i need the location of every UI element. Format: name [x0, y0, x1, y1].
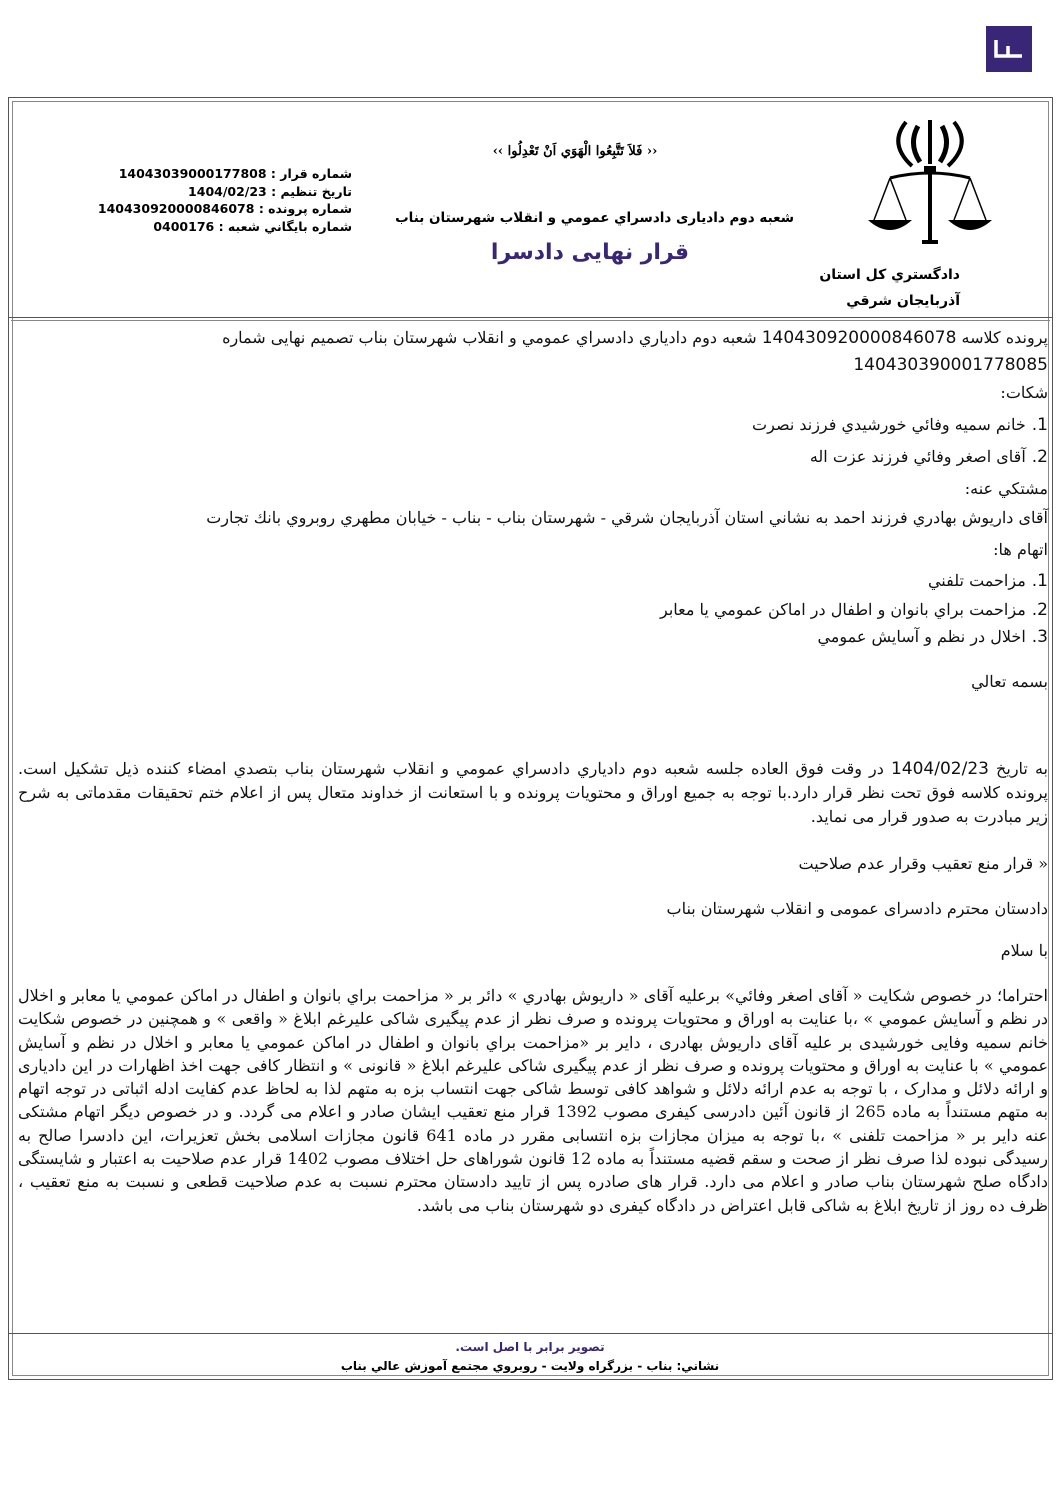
branch-name: شعبه دوم داديارى دادسراي عمومي و انقلاب شهرستان بناب: [395, 210, 794, 226]
meta-archive-number: شماره بايگاني شعبه : 0400176: [153, 218, 352, 234]
charges-heading: اتهام ها:: [993, 540, 1048, 559]
accused-heading: مشتكي عنه:: [964, 479, 1048, 498]
document-meta: [90, 165, 352, 235]
complainant-item: 1.خانم سميه وفائي خورشيدي فرزند نصرت: [752, 415, 1048, 435]
charge-item: 2.مزاحمت براي بانوان و اطفال در اماكن عمومي يا معابر: [660, 600, 1048, 620]
meta-issue-date: تاريخ تنظيم : 1404/02/23: [188, 183, 352, 199]
intro-line: پرونده كلاسه 140430920000846078 شعبه دوم دادياري دادسراي عمومي و انقلاب شهرستان بناب تصميم نهايى شماره: [222, 328, 1048, 348]
court-address: نشاني: بناب - بزرگراه ولايت - روبروي مجتمع آموزش عالي بناب: [340, 1359, 720, 1373]
organization-name: دادگستري كل استان آذربايجان شرقي: [819, 267, 960, 309]
meta-case-number: شماره پرونده : 140430920000846078: [97, 201, 352, 216]
footer-divider: [8, 1333, 1053, 1334]
final-decision-number: 140430390001778085: [853, 355, 1048, 375]
copy-certification-note: تصوير برابر با اصل است.: [455, 1340, 605, 1354]
judiciary-emblem-icon: [860, 112, 1000, 257]
header-divider: [8, 317, 1053, 318]
complainants-heading: شكات:: [1000, 383, 1048, 402]
charge-item: 3.اخلال در نظم و آسايش عمومي: [817, 627, 1048, 647]
greeting: با سلام: [1000, 941, 1048, 960]
decision-heading: « قرار منع تعقيب وقرار عدم صلاحيت: [798, 854, 1048, 873]
decision-main-text: احتراما؛ در خصوص شكايت « آقاى اصغر وفائي» برعليه آقاى « داريوش بهادري » دائر بر « مزاحمت براي بانوان و اطفال در اماكن عمومي يا معابر و اخلال در نظم و آسايش عمومي » ،با عنایت به اوراق و محتویات پرونده و صرف نظر از عدم پیگیری شاکی علیرغم ابلاغ « واقعی » و همچنين در خصوص شکایت خانم سمیه وفایی خورشیدی بر علیه آقای داریوش بهادری ، دایر بر «مزاحمت براي بانوان و اطفال در اماكن عمومي يا معابر و اخلال در نظم و آسايش عمومي » با عنایت به اوراق و محتویات پرونده و صرف نظر از عدم پیگیری شاکی علیرغم ابلاغ « قانونی » و انتظار کافی جهت اخذ اظهارات در این دادیاری و ارائه دلائل و مدارک ، با توجه به عدم ارائه دلائل و شواهد کافی توسط شاکی جهت انتساب بزه به متهم لذا به لحاظ عدم کفایت ادله اثباتی در توجه اتهام به متهم مستنداً به ماده 265 از قانون آئین دادرسی کیفری مصوب 1392 قرار منع تعقیب ایشان صادر و اعلام می گردد. و در خصوص دیگر اتهام مشتکی عنه دایر بر « مزاحمت تلفنی » ،با توجه به میزان مجازات بزه انتسابی مقرر در ماده 641 قانون مجازات اسلامی بخش تعزیرات، این دادسرا صالح به رسیدگی نبوده لذا صرف نظر از صحت و سقم قضیه مستنداً به ماده 12 قانون شوراهای حل اختلاف مصوب 1402 قرار عدم صلاحیت به اعتبار و شایستگی دادگاه صلح شهرستان بناب صادر و اعلام می دارد. قرار های صادره پس از تایید دادستان محترم نسبت به عدم صلاحیت قطعی و نسبت به منع تعقیب ، ظرف ده روز از تاریخ ابلاغ به شاکی قابل اعتراض در دادگاه کیفری دو شهرستان بناب می باشد.: [18, 986, 1049, 1215]
session-paragraph: به تاريخ 1404/02/23 در وقت فوق العاده جلسه شعبه دوم دادياري دادسراي عمومي و انقلاب شهرستان بناب بتصدي امضاء كننده ذيل تشكيل است. پرونده كلاسه فوق تحت نظر قرار دارد.با توجه به جميع اوراق و محتويات پرونده و با استعانت از خداوند متعال پس از اعلام ختم تحقيقات مقدماتى به شرح زير مبادرت به صدور قرار مى نمايد.: [18, 759, 1048, 826]
accused-details: آقاى داريوش بهادري فرزند احمد به نشاني استان آذربايجان شرقي - شهرستان بناب - بناب - خيابان مطهري روبروي بانك تجارت: [206, 508, 1048, 527]
quran-verse: ‹‹ فَلاَ تَتَّبِعُوا الْهَوَي اَنْ تَعْدِلُوا ››: [492, 144, 658, 159]
meta-decision-number: شماره قرار : 14043039000177808: [118, 166, 352, 181]
decision-title: قرار نهايى دادسرا: [490, 240, 690, 265]
complainant-item: 2.آقاى اصغر وفائي فرزند عزت اله: [809, 447, 1048, 467]
corner-logo-icon: [986, 26, 1032, 72]
charge-item: 1.مزاحمت تلفني: [927, 571, 1048, 591]
addressee: دادستان محترم دادسرای عمومی و انقلاب شهرستان بناب: [666, 899, 1048, 918]
basmala: بسمه تعالي: [971, 672, 1048, 691]
